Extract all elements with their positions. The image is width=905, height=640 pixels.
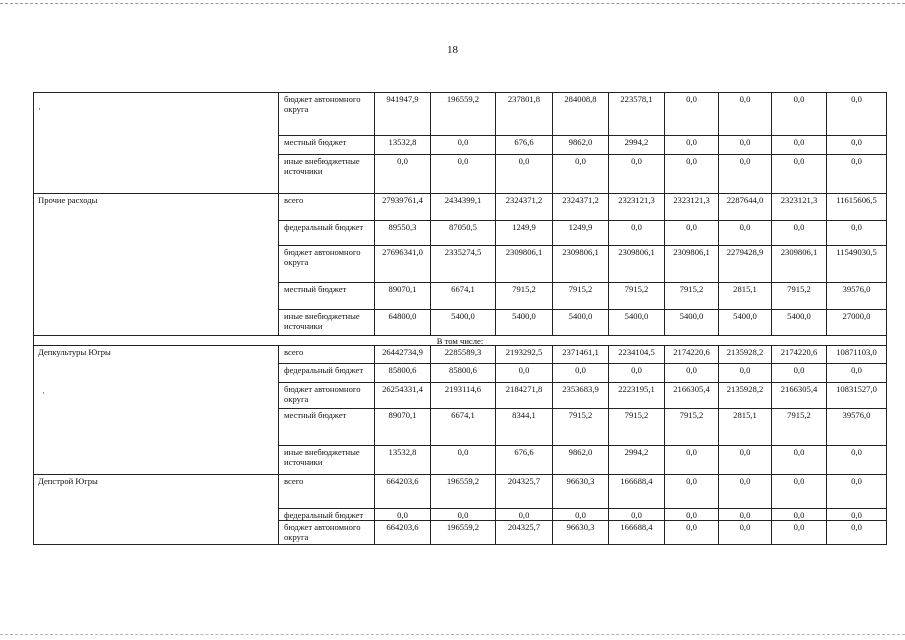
value-cell: 664203,6 [374,474,431,509]
value-cell: 2135928,2 [718,345,772,364]
value-cell: 0,0 [718,154,772,194]
funding-source-cell: бюджет автономного округа [278,520,375,545]
value-cell: 2323121,3 [608,193,665,221]
value-cell: 2309806,1 [495,245,553,283]
value-cell: 0,0 [552,508,609,521]
value-cell: 27696341,0 [374,245,431,283]
value-cell: 196559,2 [430,474,496,509]
value-cell: 2193292,5 [495,345,553,364]
value-cell: 284008,8 [552,92,609,136]
value-cell: 7915,2 [664,282,719,310]
value-cell: 7915,2 [664,408,719,446]
including-subheading: В том числе: [33,335,887,346]
value-cell: 166688,4 [608,520,665,545]
value-cell: 1249,9 [495,220,553,246]
value-cell: 2324371,2 [495,193,553,221]
value-cell: 0,0 [608,508,665,521]
value-cell: 0,0 [826,520,887,545]
value-cell: 0,0 [771,92,827,136]
value-cell: 96630,3 [552,474,609,509]
value-cell: 2353683,9 [552,382,609,409]
value-cell: 27000,0 [826,309,887,336]
value-cell: 2287644,0 [718,193,772,221]
value-cell: 2434399,1 [430,193,496,221]
value-cell: 2335274,5 [430,245,496,283]
value-cell: 2323121,3 [664,193,719,221]
value-cell: 0,0 [608,154,665,194]
value-cell: 2174220,6 [664,345,719,364]
funding-source-cell: иные внебюджетные источники [278,309,375,336]
funding-source-cell: бюджет автономного округа [278,382,375,409]
value-cell: 0,0 [664,135,719,155]
value-cell: 85800,6 [430,363,496,383]
value-cell: 0,0 [430,154,496,194]
value-cell: 0,0 [826,363,887,383]
funding-source-cell: федеральный бюджет [278,508,375,521]
row-group-label [33,92,279,194]
value-cell: 676,6 [495,445,553,475]
funding-source-cell: местный бюджет [278,282,375,310]
value-cell: 9862,0 [552,445,609,475]
value-cell: 0,0 [664,508,719,521]
funding-source-cell: всего [278,193,375,221]
value-cell: 0,0 [374,154,431,194]
value-cell: 0,0 [718,135,772,155]
value-cell: 0,0 [430,508,496,521]
value-cell: 166688,4 [608,474,665,509]
value-cell: 89070,1 [374,282,431,310]
value-cell: 2371461,1 [552,345,609,364]
value-cell: 7915,2 [495,282,553,310]
value-cell: 7915,2 [552,408,609,446]
value-cell: 2234104,5 [608,345,665,364]
value-cell: 85800,6 [374,363,431,383]
value-cell: 5400,0 [495,309,553,336]
value-cell: 13532,8 [374,445,431,475]
value-cell: 2174220,6 [771,345,827,364]
value-cell: 0,0 [664,363,719,383]
value-cell: 10871103,0 [826,345,887,364]
value-cell: 664203,6 [374,520,431,545]
value-cell: 2309806,1 [608,245,665,283]
value-cell: 39576,0 [826,282,887,310]
value-cell: 0,0 [826,445,887,475]
value-cell: 0,0 [374,508,431,521]
value-cell: 0,0 [718,508,772,521]
value-cell: 196559,2 [430,520,496,545]
funding-source-cell: местный бюджет [278,408,375,446]
value-cell: 89550,3 [374,220,431,246]
funding-source-cell: всего [278,474,375,509]
scan-bottom-edge [0,634,905,635]
value-cell: 7915,2 [771,282,827,310]
value-cell: 0,0 [718,220,772,246]
row-group-label: Депстрой Югры [33,474,279,545]
value-cell: 1249,9 [552,220,609,246]
value-cell: 0,0 [495,154,553,194]
value-cell: 0,0 [664,520,719,545]
value-cell: 2166305,4 [771,382,827,409]
value-cell: 0,0 [718,363,772,383]
value-cell: 2994,2 [608,135,665,155]
value-cell: 0,0 [826,92,887,136]
funding-source-cell: иные внебюджетные источники [278,154,375,194]
value-cell: 204325,7 [495,474,553,509]
funding-source-cell: всего [278,345,375,364]
value-cell: 0,0 [552,363,609,383]
value-cell: 0,0 [771,154,827,194]
value-cell: 0,0 [826,508,887,521]
value-cell: 2324371,2 [552,193,609,221]
value-cell: 0,0 [771,474,827,509]
value-cell: 6674,1 [430,408,496,446]
value-cell: 0,0 [430,135,496,155]
value-cell: 941947,9 [374,92,431,136]
value-cell: 2184271,8 [495,382,553,409]
funding-source-cell: иные внебюджетные источники [278,445,375,475]
value-cell: 27939761,4 [374,193,431,221]
value-cell: 7915,2 [771,408,827,446]
value-cell: 11549030,5 [826,245,887,283]
value-cell: 2309806,1 [664,245,719,283]
value-cell: 0,0 [771,520,827,545]
value-cell: 0,0 [495,363,553,383]
value-cell: 64800,0 [374,309,431,336]
value-cell: 0,0 [664,445,719,475]
value-cell: 10831527,0 [826,382,887,409]
value-cell: 2135928,2 [718,382,772,409]
value-cell: 9862,0 [552,135,609,155]
value-cell: 0,0 [718,445,772,475]
value-cell: 0,0 [771,220,827,246]
funding-source-cell: федеральный бюджет [278,220,375,246]
value-cell: 5400,0 [771,309,827,336]
value-cell: 0,0 [826,220,887,246]
value-cell: 6674,1 [430,282,496,310]
value-cell: 2309806,1 [771,245,827,283]
funding-source-cell: местный бюджет [278,135,375,155]
value-cell: 237801,8 [495,92,553,136]
value-cell: 196559,2 [430,92,496,136]
row-group-label: Прочие расходы [33,193,279,336]
scan-speck: · [38,104,41,114]
value-cell: 0,0 [664,92,719,136]
value-cell: 11615606,5 [826,193,887,221]
funding-source-cell: бюджет автономного округа [278,245,375,283]
value-cell: 0,0 [608,220,665,246]
value-cell: 26254331,4 [374,382,431,409]
value-cell: 7915,2 [608,282,665,310]
value-cell: 676,6 [495,135,553,155]
value-cell: 39576,0 [826,408,887,446]
value-cell: 0,0 [771,363,827,383]
value-cell: 0,0 [718,92,772,136]
value-cell: 2279428,9 [718,245,772,283]
page-number: 18 [447,44,458,56]
value-cell: 0,0 [771,508,827,521]
value-cell: 0,0 [771,445,827,475]
value-cell: 2323121,3 [771,193,827,221]
scan-speck: · [42,388,45,398]
value-cell: 0,0 [664,474,719,509]
funding-source-cell: федеральный бюджет [278,363,375,383]
value-cell: 96630,3 [552,520,609,545]
value-cell: 2815,1 [718,408,772,446]
value-cell: 2193114,6 [430,382,496,409]
row-group-label: Депкультуры Югры [33,345,279,475]
value-cell: 5400,0 [718,309,772,336]
value-cell: 7915,2 [608,408,665,446]
value-cell: 2815,1 [718,282,772,310]
value-cell: 2223195,1 [608,382,665,409]
value-cell: 223578,1 [608,92,665,136]
value-cell: 87050,5 [430,220,496,246]
value-cell: 0,0 [826,474,887,509]
value-cell: 0,0 [826,135,887,155]
funding-source-cell: бюджет автономного округа [278,92,375,136]
value-cell: 0,0 [718,474,772,509]
value-cell: 5400,0 [608,309,665,336]
value-cell: 0,0 [430,445,496,475]
value-cell: 0,0 [552,154,609,194]
value-cell: 0,0 [718,520,772,545]
value-cell: 7915,2 [552,282,609,310]
value-cell: 2285589,3 [430,345,496,364]
value-cell: 0,0 [608,363,665,383]
value-cell: 0,0 [664,154,719,194]
value-cell: 8344,1 [495,408,553,446]
value-cell: 2994,2 [608,445,665,475]
value-cell: 0,0 [664,220,719,246]
value-cell: 0,0 [826,154,887,194]
value-cell: 89070,1 [374,408,431,446]
value-cell: 2309806,1 [552,245,609,283]
value-cell: 13532,8 [374,135,431,155]
value-cell: 0,0 [495,508,553,521]
value-cell: 0,0 [771,135,827,155]
value-cell: 26442734,9 [374,345,431,364]
value-cell: 2166305,4 [664,382,719,409]
value-cell: 5400,0 [430,309,496,336]
value-cell: 5400,0 [552,309,609,336]
value-cell: 204325,7 [495,520,553,545]
value-cell: 5400,0 [664,309,719,336]
